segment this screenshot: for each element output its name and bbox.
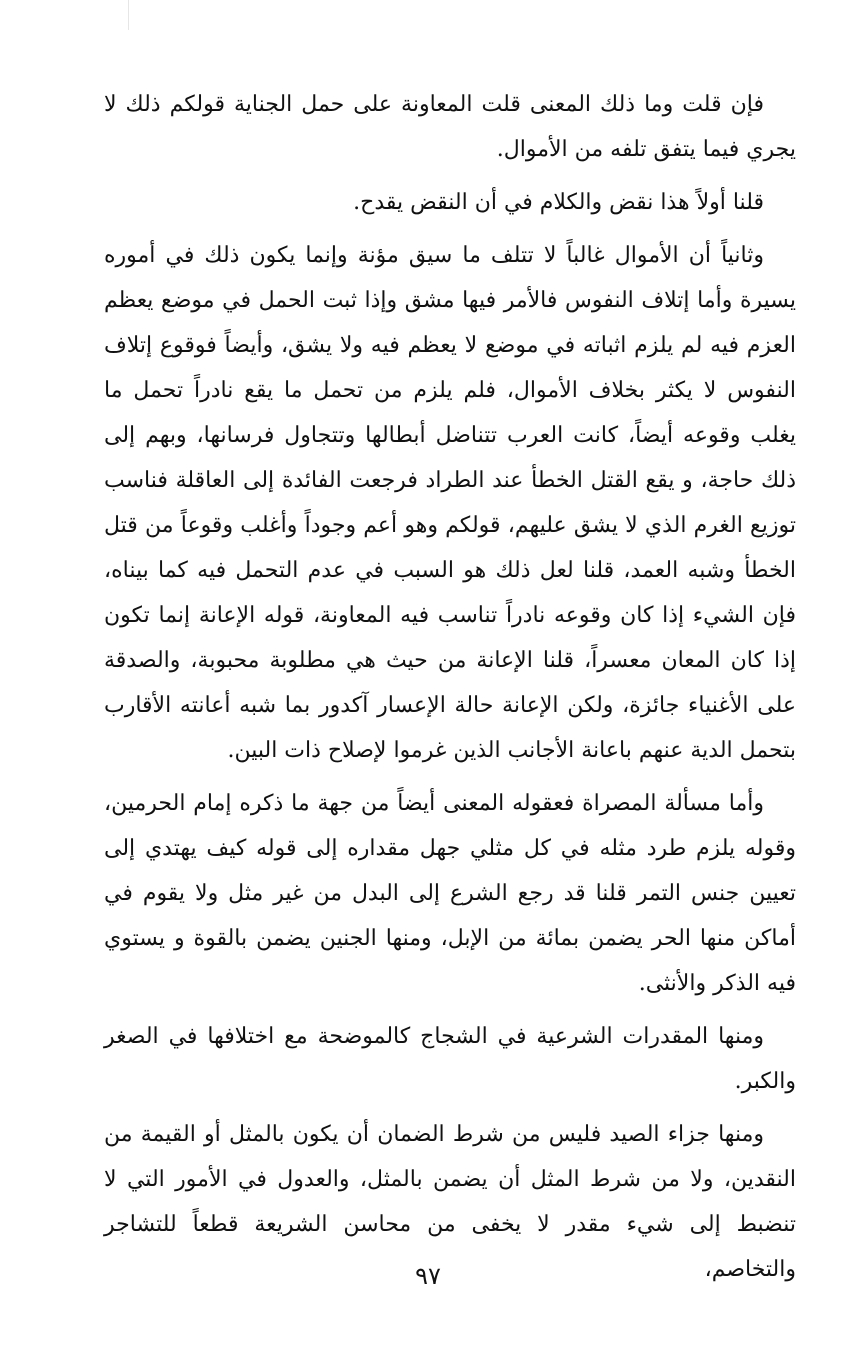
paragraph: وأما مسألة المصراة فعقوله المعنى أيضاً من جهة ما ذكره إمام الحرمين، وقوله يلزم طرد مثله في كل مثلي جهل مقداره إلى قوله كيف يهتدي إلى تعيين جنس التمر قلنا قد رجع الشرع إلى البدل من غير مثل ولا يقوم في أماكن منها الحر يضمن بمائة من الإبل، ومنها الجنين يضمن بالقوة و يستوي فيه الذكر والأنثى.: [104, 791, 796, 996]
paragraph: ومنها المقدرات الشرعية في الشجاج كالموضحة مع اختلافها في الصغر والكبر.: [104, 1024, 796, 1094]
page-fold-mark: [128, 0, 129, 30]
paragraph: فإن قلت وما ذلك المعنى قلت المعاونة على حمل الجناية قولكم ذلك لا يجري فيما يتفق تلفه من الأموال.: [104, 92, 796, 162]
page-body: [104, 82, 796, 1300]
paragraph: قلنا أولاً هذا نقض والكلام في أن النقض يقدح.: [353, 190, 764, 215]
paragraph: وثانياً أن الأموال غالباً لا تتلف ما سيق مؤنة وإنما يكون ذلك في أموره يسيرة وأما إتلاف النفوس فالأمر فيها مشق وإذا ثبت الحمل في موضع يعظم العزم فيه لم يلزم اثباته في موضع لا يعظم فيه ولا يشق، وأيضاً فوقوع إتلاف النفوس لا يكثر بخلاف الأموال، فلم يلزم من تحمل ما يقع نادراً تحمل ما يغلب وقوعه أيضاً، كانت العرب تتناضل أبطالها وتتجاول فرسانها، وبهم إلى ذلك حاجة، و يقع القتل الخطأ عند الطراد فرجعت الفائدة إلى العاقلة فناسب توزيع الغرم الذي لا يشق عليهم، قولكم وهو أعم وجوداً وأغلب وقوعاً من قتل الخطأ وشبه العمد، قلنا لعل ذلك هو السبب في عدم التحمل فيه كما بيناه، فإن الشيء إذا كان وقوعه نادراً تناسب فيه المعاونة، قوله الإعانة إنما تكون إذا كان المعان معسراً، قلنا الإعانة من حيث هي مطلوبة محبوبة، والصدقة على الأغنياء جائزة، ولكن الإعانة حالة الإعسار آكدور بما شبه أعانته الأقارب بتحمل الدية عنهم باعانة الأجانب الذين غرموا لإصلاح ذات البين.: [104, 243, 796, 763]
paragraph: ومنها جزاء الصيد فليس من شرط الضمان أن يكون بالمثل أو القيمة من النقدين، ولا من شرط المثل أن يضمن بالمثل، والعدول في الأمور التي لا تنضبط إلى شيء مقدر لا يخفى من محاسن الشريعة قطعاً للتشاجر والتخاصم،: [104, 1122, 796, 1282]
page-number: ٩٧: [415, 1262, 441, 1290]
